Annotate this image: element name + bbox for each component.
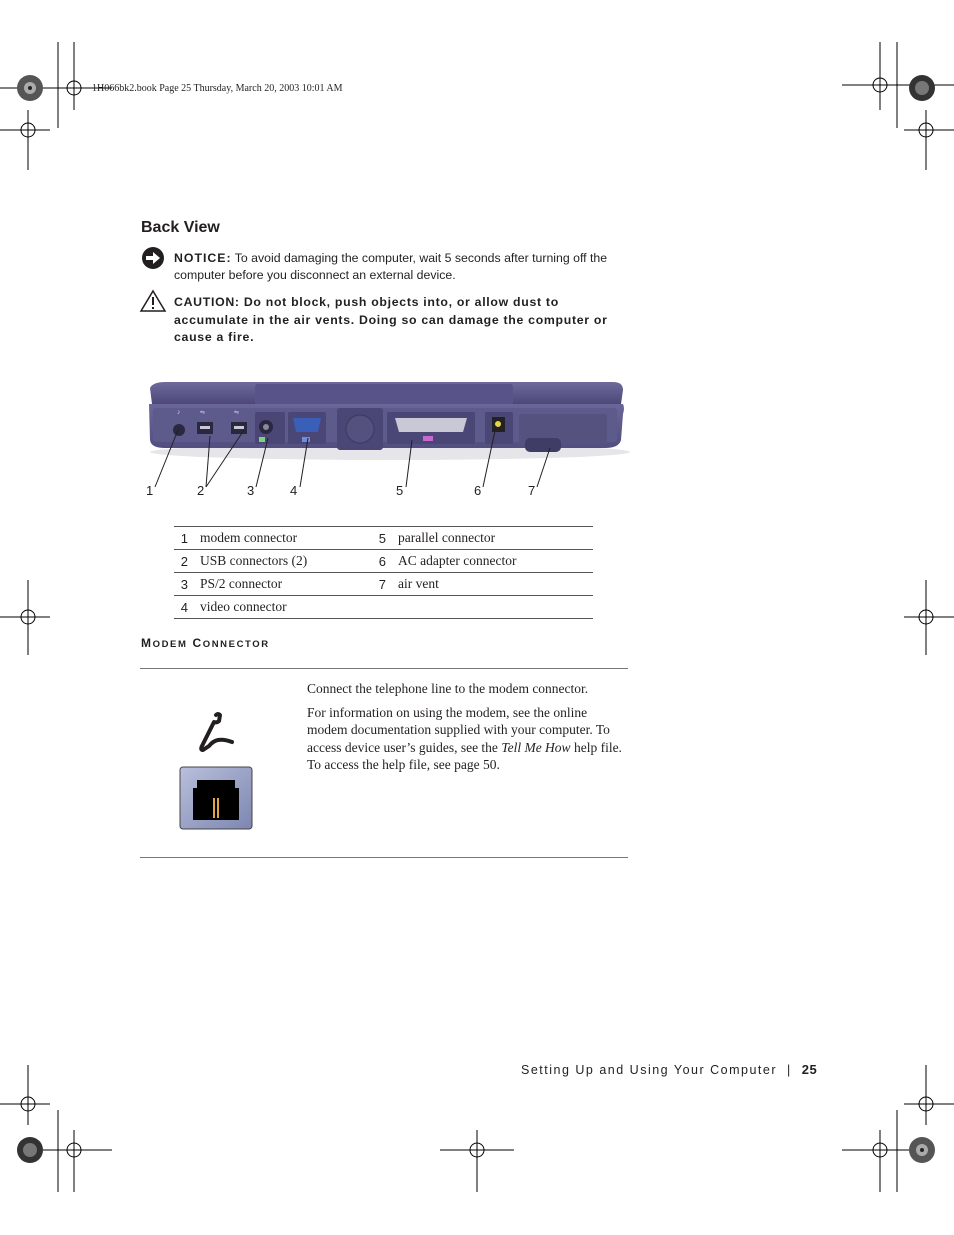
legend-label: PS/2 connector bbox=[200, 573, 372, 596]
legend-number: 1 bbox=[174, 527, 200, 550]
legend-number: 3 bbox=[174, 573, 200, 596]
notice-icon bbox=[141, 246, 165, 270]
legend-label: modem connector bbox=[200, 527, 372, 550]
svg-text:♪: ♪ bbox=[177, 409, 181, 416]
notice-text: To avoid damaging the computer, wait 5 seconds after turning off the computer before you disconnect an external device. bbox=[174, 251, 608, 282]
modem-description bbox=[307, 680, 625, 780]
table-row bbox=[174, 527, 593, 550]
modem-text-a: For information on using the modem, see the online modem documentation supplied with your computer. To access device user’s guides, see the bbox=[307, 704, 610, 755]
callout-7: 7 bbox=[528, 483, 536, 498]
legend-label: video connector bbox=[200, 596, 372, 619]
footer-separator: | bbox=[787, 1063, 792, 1077]
legend-label: USB connectors (2) bbox=[200, 550, 372, 573]
modem-paragraph-1: Connect the telephone line to the modem connector. bbox=[307, 681, 589, 696]
section-title: Back View bbox=[141, 219, 220, 236]
legend-number bbox=[372, 596, 398, 619]
caution-text: CAUTION: Do not block, push objects into, or allow dust to accumulate in the air vents. Doing so can damage the computer or cause a fire. bbox=[174, 295, 608, 344]
callout-1: 1 bbox=[146, 483, 154, 498]
legend-label: AC adapter connector bbox=[398, 550, 593, 573]
legend-label: parallel connector bbox=[398, 527, 593, 550]
page-footer bbox=[521, 1062, 817, 1077]
notice-label: NOTICE: bbox=[174, 251, 232, 265]
callout-4: 4 bbox=[290, 483, 298, 498]
help-file-title: Tell Me How bbox=[501, 739, 571, 755]
modem-paragraph-2 bbox=[307, 704, 625, 774]
legend-label bbox=[398, 596, 593, 619]
svg-text:⇋: ⇋ bbox=[200, 410, 206, 416]
callout-6: 6 bbox=[474, 483, 482, 498]
callout-2: 2 bbox=[197, 483, 205, 498]
legend-number: 2 bbox=[174, 550, 200, 573]
heading-rest: ONNECTOR bbox=[202, 639, 270, 650]
divider bbox=[140, 857, 628, 858]
table-row bbox=[174, 550, 593, 573]
notice-block bbox=[174, 250, 626, 284]
legend-label: air vent bbox=[398, 573, 593, 596]
heading-rest: ODEM bbox=[152, 639, 188, 650]
modem-text-b: help file. To access the help file, see page 50. bbox=[307, 739, 622, 772]
modem-jack-icon bbox=[179, 766, 255, 832]
caution-icon bbox=[139, 289, 167, 313]
table-row bbox=[174, 596, 593, 619]
telephone-icon bbox=[194, 712, 238, 752]
callout-3: 3 bbox=[247, 483, 255, 498]
footer-chapter-title: Setting Up and Using Your Computer bbox=[521, 1063, 777, 1077]
legend-number: 7 bbox=[372, 573, 398, 596]
connector-legend-table bbox=[174, 526, 593, 619]
legend-number: 6 bbox=[372, 550, 398, 573]
legend-number: 4 bbox=[174, 596, 200, 619]
subsection-heading bbox=[141, 636, 270, 650]
laptop-back-illustration bbox=[145, 378, 635, 468]
divider bbox=[140, 668, 628, 669]
heading-initial: C bbox=[192, 636, 203, 650]
callout-5: 5 bbox=[396, 483, 404, 498]
legend-number: 5 bbox=[372, 527, 398, 550]
page-number: 25 bbox=[801, 1062, 818, 1077]
table-row bbox=[174, 573, 593, 596]
svg-text:⇋: ⇋ bbox=[234, 410, 240, 416]
heading-initial: M bbox=[141, 636, 153, 650]
print-header: 1H066bk2.book Page 25 Thursday, March 20, 2003 10:01 AM bbox=[92, 83, 343, 94]
